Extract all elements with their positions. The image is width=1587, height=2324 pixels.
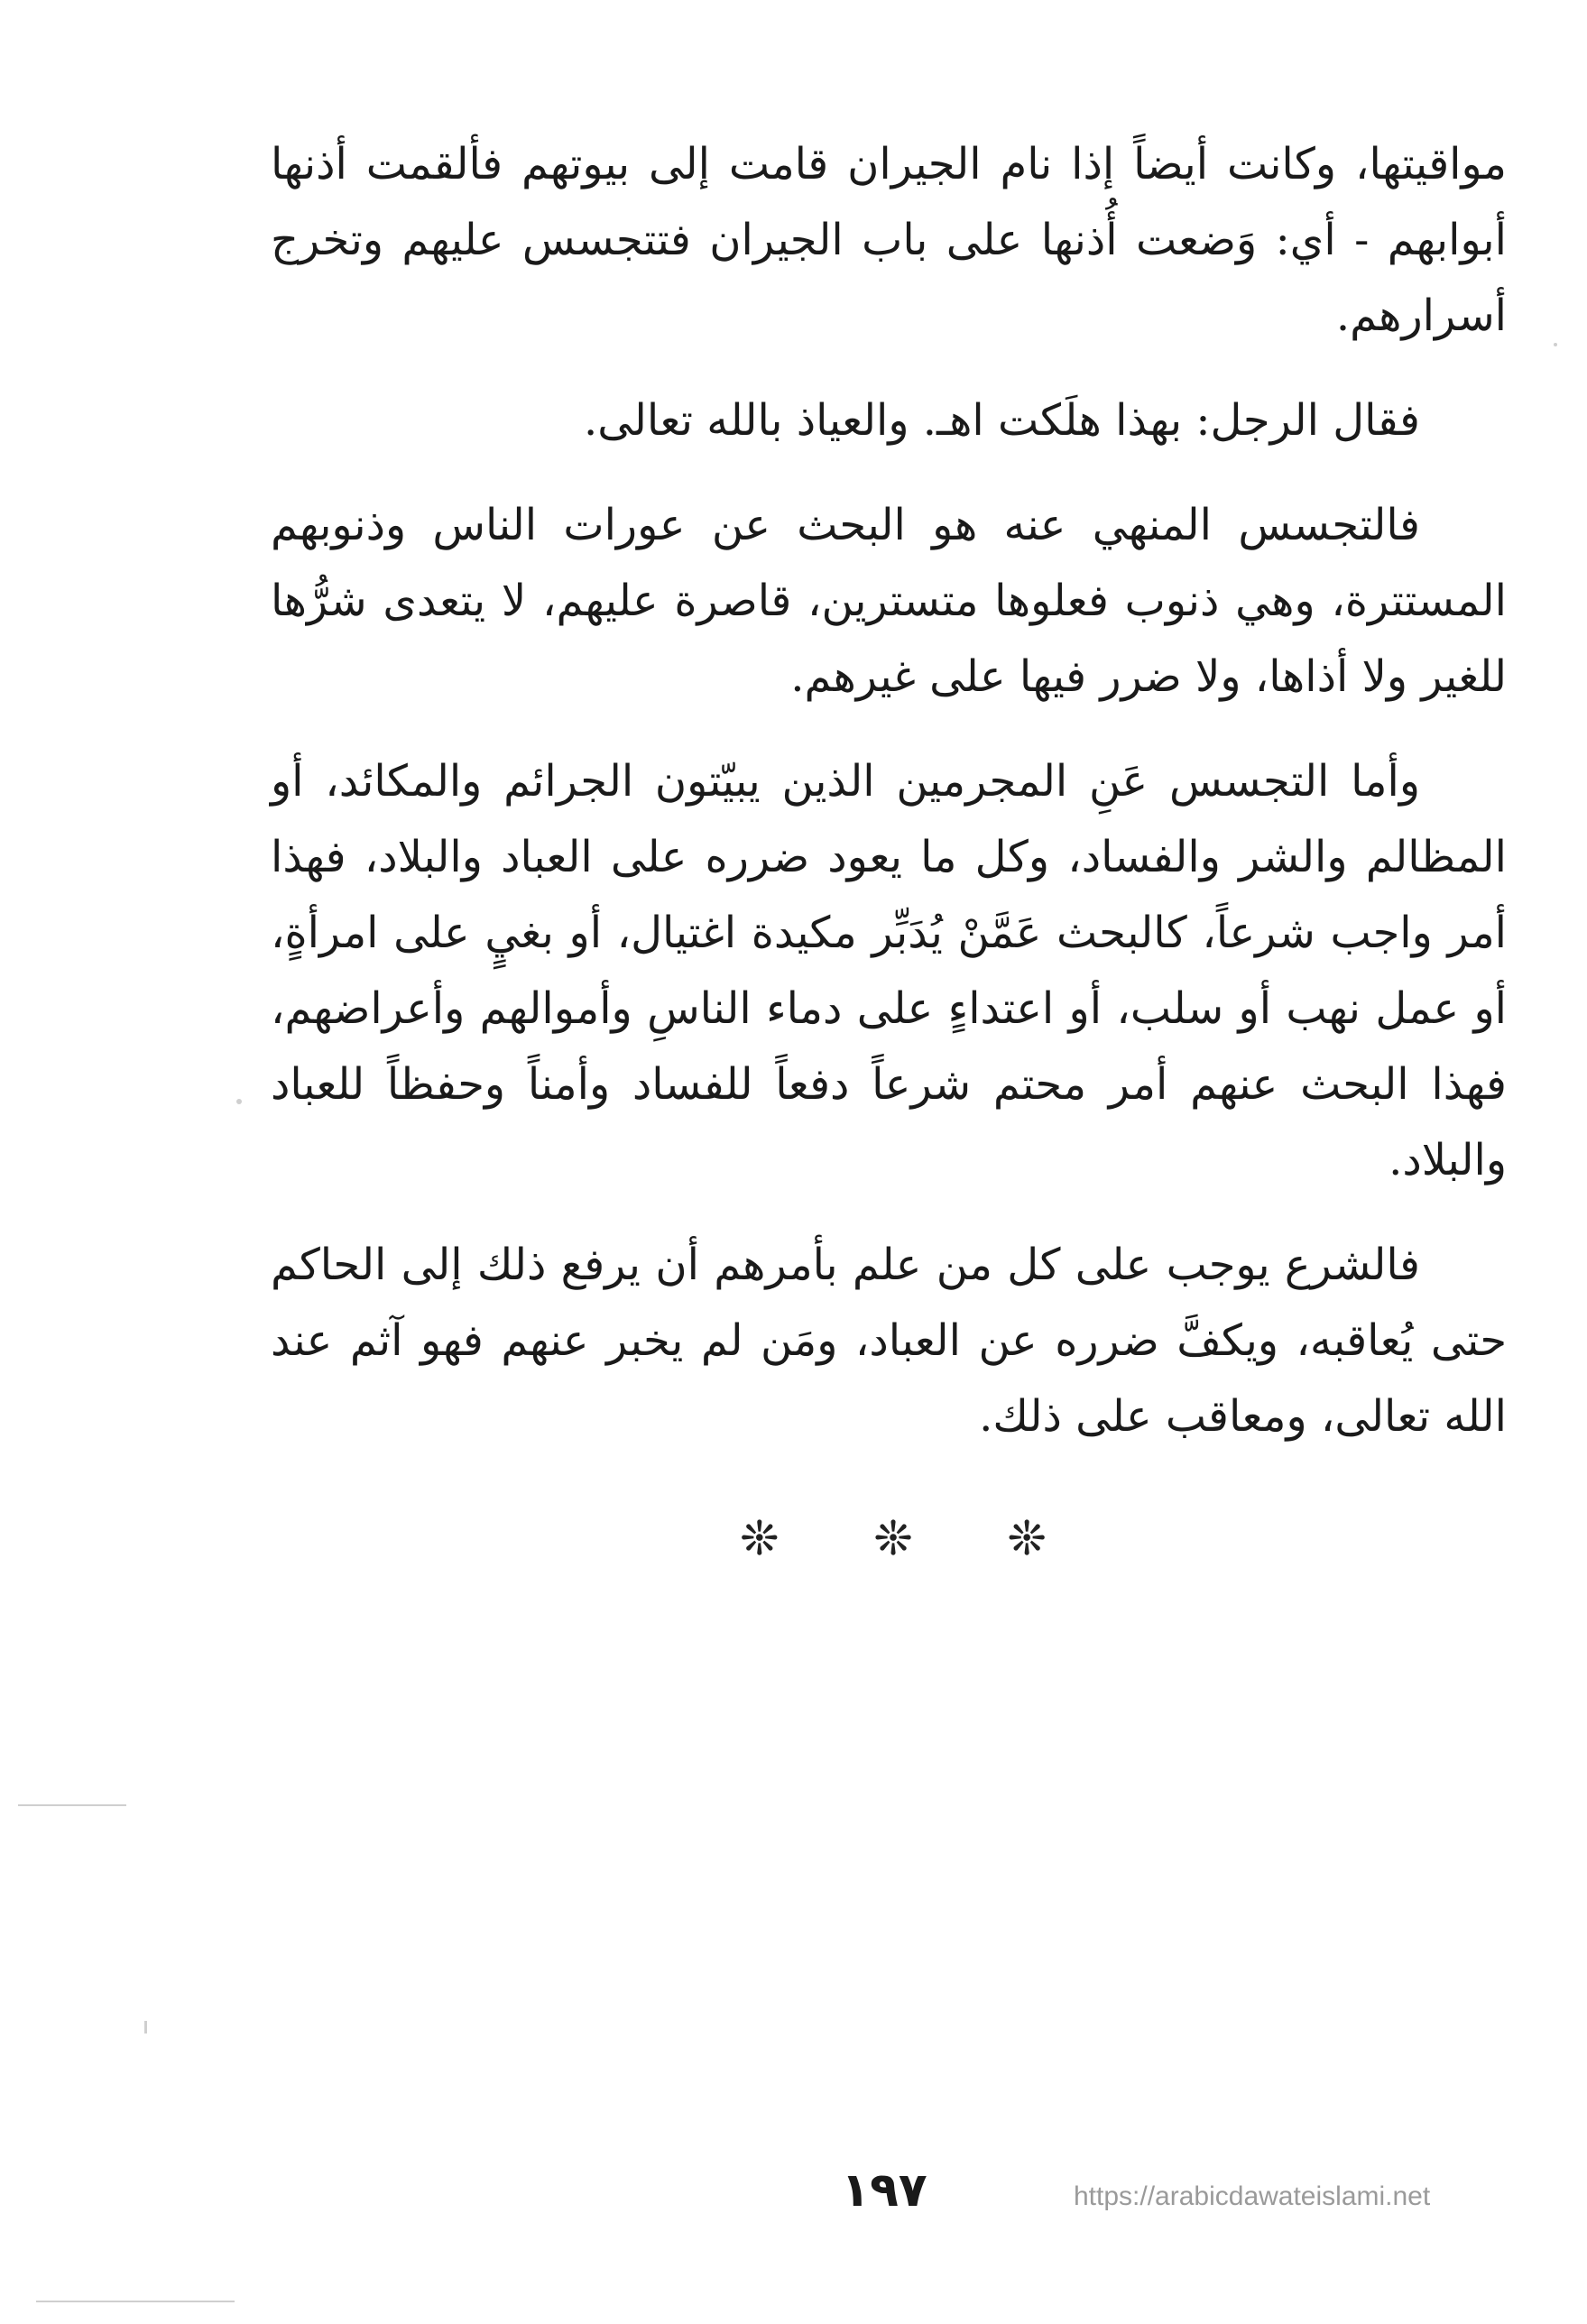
paragraph-5: فالشرع يوجب على كل من علم بأمرهم أن يرفع ذلك إلى الحاكم حتى يُعاقبه، ويكفَّ ضرره عن العباد، ومَن لم يخبر عنهم فهو آثم عند الله تعالى، ومعاقب على ذلك. <box>271 1240 1507 1442</box>
asterisk-ornament-icon: ❊ <box>740 1512 780 1566</box>
scan-speck <box>144 2021 147 2034</box>
body-text <box>271 126 1507 1483</box>
paragraph-3: فالتجسس المنهي عنه هو البحث عن عورات الناس وذنوبهم المستترة، وهي ذنوب فعلوها متسترين، قاصرة عليهم، لا يتعدى شرُّها للغير ولا أذاها، ولا ضرر فيها على غيرهم. <box>271 500 1507 702</box>
scan-speck <box>1554 343 1557 346</box>
page-number: ١٩٧ <box>841 2163 927 2218</box>
asterisk-ornament-icon: ❊ <box>873 1512 913 1566</box>
section-divider <box>740 1512 1047 1566</box>
paragraph-1: مواقيتها، وكانت أيضاً إذا نام الجيران قامت إلى بيوتهم فألقمت أذنها أبوابهم - أي: وَضعت أُذنها على باب الجيران فتتجسس عليهم وتخرج أسرارهم. <box>271 139 1507 341</box>
scan-speck <box>18 1804 126 1806</box>
paragraph-2: فقال الرجل: بهذا هلَكت اهـ. والعياذ بالله تعالى. <box>583 395 1420 446</box>
scan-speck <box>36 2301 235 2302</box>
paragraph-4: وأما التجسس عَنِ المجرمين الذين يبيّتون الجرائم والمكائد، أو المظالم والشر والفساد، وكل ما يعود ضرره على العباد والبلاد، فهذا أمر واجب شرعاً، كالبحث عَمَّنْ يُدَبِّر مكيدة اغتيال، أو بغيٍ على امرأةٍ، أو عمل نهب أو سلب، أو اعتداءٍ على دماء الناسِ وأموالهم وأعراضهم، فهذا البحث عنهم أمر محتم شرعاً دفعاً للفساد وأمناً وحفظاً للعباد والبلاد. <box>271 756 1508 1185</box>
scan-speck <box>236 1099 242 1104</box>
watermark-url: https://arabicdawateislami.net <box>1074 2181 1431 2211</box>
asterisk-ornament-icon: ❊ <box>1007 1512 1047 1566</box>
